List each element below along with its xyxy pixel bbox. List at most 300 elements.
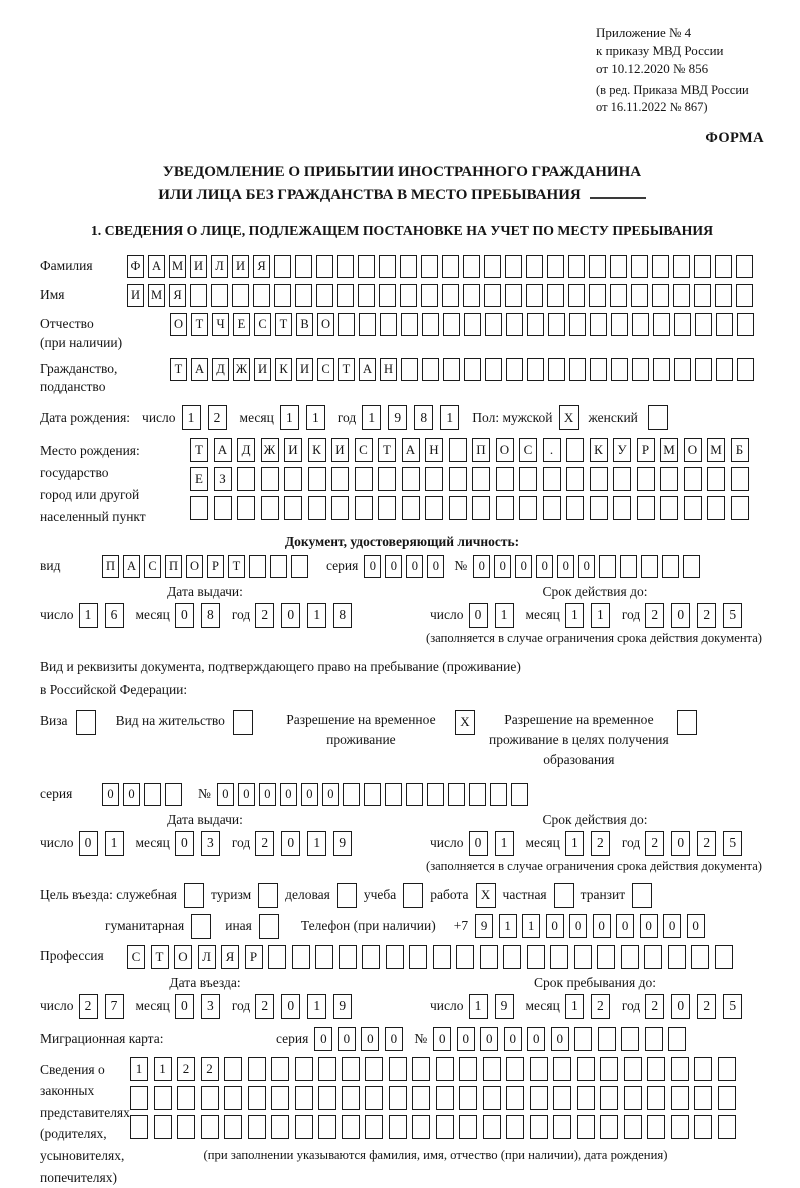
cell: 0 <box>364 555 381 578</box>
cell <box>631 255 648 278</box>
cell <box>318 1057 336 1081</box>
cell: 1 <box>154 1057 172 1081</box>
id-issue-column <box>40 584 430 628</box>
cell: Д <box>237 438 255 462</box>
cell <box>338 313 355 336</box>
cell: С <box>254 313 271 336</box>
birthplace-cells-row3 <box>190 496 754 520</box>
cell <box>421 284 438 307</box>
cell <box>425 496 443 520</box>
cell <box>624 1057 642 1081</box>
purpose-transit-label: транзит <box>580 887 626 903</box>
annex-reference <box>596 24 764 116</box>
cell: 0 <box>551 1027 569 1051</box>
permit-doc-line1: Вид и реквизиты документа, подтверждающего право на пребывание (проживание) <box>40 658 521 674</box>
cell: О <box>684 438 702 462</box>
stay-until-line <box>430 994 764 1019</box>
cell <box>154 1086 172 1110</box>
form-title-line2-wrap <box>40 184 764 207</box>
cell <box>653 313 670 336</box>
month-label: месяц <box>135 607 170 623</box>
stay-until-column <box>430 975 764 1019</box>
citizenship-label-line1: Гражданство, <box>40 360 118 376</box>
cell <box>718 1115 736 1139</box>
cell <box>506 1086 524 1110</box>
citizenship-label <box>40 358 170 396</box>
cell: 3 <box>201 994 220 1019</box>
cell: 0 <box>314 1027 332 1051</box>
cell: 1 <box>307 831 326 856</box>
purpose-work-label: работа <box>430 887 469 903</box>
representatives-cells-row1 <box>130 1057 741 1081</box>
representatives-label-line: законных <box>40 1083 95 1099</box>
representatives-label <box>40 1057 130 1188</box>
cell <box>519 496 537 520</box>
form-word: ФОРМА <box>705 130 764 147</box>
valid-until-heading: Срок действия до: <box>542 583 648 599</box>
cell: . <box>543 438 561 462</box>
stay-day-cells <box>469 994 521 1019</box>
cell <box>568 255 585 278</box>
cell <box>211 284 228 307</box>
birthplace-cells-row2 <box>190 467 754 491</box>
cell: 0 <box>687 914 705 938</box>
cell <box>668 1027 686 1051</box>
cell: Р <box>245 945 263 969</box>
cell <box>448 783 465 806</box>
cell: С <box>144 555 161 578</box>
cell: П <box>165 555 182 578</box>
id-valid-line <box>430 603 764 628</box>
permit-valid-line <box>430 831 764 856</box>
cell <box>459 1086 477 1110</box>
annex-line: Приложение № 4 <box>596 25 692 40</box>
annex-note-line: от 16.11.2022 № 867) <box>596 100 708 115</box>
cell: 0 <box>385 555 402 578</box>
purpose-row <box>40 883 764 908</box>
cell: 0 <box>406 555 423 578</box>
id-doc-dates <box>40 584 764 628</box>
cell: 1 <box>130 1057 148 1081</box>
cell <box>177 1115 195 1139</box>
cell <box>485 358 502 381</box>
cell <box>577 1115 595 1139</box>
cell: 2 <box>591 994 610 1019</box>
cell: 5 <box>723 603 742 628</box>
purpose-tourism-checkbox <box>258 883 278 908</box>
cell <box>718 1057 736 1081</box>
cell: О <box>174 945 192 969</box>
male-checkbox: X <box>559 405 579 430</box>
cell <box>389 1086 407 1110</box>
cell <box>660 467 678 491</box>
cell <box>201 1115 219 1139</box>
cell: 0 <box>480 1027 498 1051</box>
purpose-row-2 <box>105 914 764 939</box>
cell <box>365 1086 383 1110</box>
cell <box>484 255 501 278</box>
cell <box>232 284 249 307</box>
month-label: месяц <box>135 998 170 1014</box>
birthplace-label-line: город или другой <box>40 486 140 502</box>
cell <box>402 467 420 491</box>
purpose-business-checkbox <box>337 883 357 908</box>
id-type-cells <box>102 555 312 578</box>
cell <box>358 255 375 278</box>
cell: И <box>331 438 349 462</box>
given-name-label: Имя <box>40 287 65 303</box>
cell <box>600 1086 618 1110</box>
validity-note: (заполняется в случае ограничения срока действия документа) <box>426 630 762 645</box>
representatives-cells-row2 <box>130 1086 741 1110</box>
cell: М <box>707 438 725 462</box>
cell <box>483 1057 501 1081</box>
cell: 0 <box>385 1027 403 1051</box>
cell: Т <box>378 438 396 462</box>
cell <box>295 1115 313 1139</box>
cell <box>548 313 565 336</box>
birthplace-row <box>40 438 764 527</box>
cell: Ж <box>261 438 279 462</box>
cell <box>386 945 404 969</box>
cell: 0 <box>546 914 564 938</box>
cell <box>165 783 182 806</box>
year-label: год <box>231 607 251 623</box>
permit-issue-year-cells <box>255 831 359 856</box>
month-label: месяц <box>525 835 560 851</box>
cell <box>449 438 467 462</box>
purpose-official-checkbox <box>184 883 204 908</box>
entry-month-cells <box>175 994 227 1019</box>
patronymic-note: (при наличии) <box>40 334 123 350</box>
cell: 2 <box>645 831 664 856</box>
cell <box>660 496 678 520</box>
cell: Т <box>338 358 355 381</box>
cell: 0 <box>175 603 194 628</box>
representatives-label-line: (родителях, <box>40 1126 107 1142</box>
cell <box>379 284 396 307</box>
cell <box>464 358 481 381</box>
purpose-humanitarian-label: гуманитарная <box>105 918 185 934</box>
cell: Е <box>190 467 208 491</box>
cell <box>737 358 754 381</box>
cell: Т <box>275 313 292 336</box>
phone-cells <box>475 914 710 938</box>
cell: 2 <box>697 603 716 628</box>
representatives-label-line: Сведения о <box>40 1061 105 1077</box>
cell <box>620 555 637 578</box>
doc-kind-label: вид <box>40 558 61 574</box>
cell <box>590 467 608 491</box>
cell: Т <box>151 945 169 969</box>
cell <box>253 284 270 307</box>
cell <box>624 1115 642 1139</box>
cell: 0 <box>322 783 339 806</box>
cell <box>694 255 711 278</box>
cell: 1 <box>440 405 459 430</box>
permit-type-row <box>40 710 764 771</box>
annex-line: от 10.12.2020 № 856 <box>596 60 709 76</box>
cell: 9 <box>495 994 514 1019</box>
temp-residence-edu-checkbox <box>677 710 697 735</box>
cell: 0 <box>515 555 532 578</box>
citizenship-label-line2: подданство <box>40 378 106 394</box>
cell <box>331 496 349 520</box>
cell <box>718 1086 736 1110</box>
cell <box>464 313 481 336</box>
cell <box>359 313 376 336</box>
cell: 0 <box>616 914 634 938</box>
cell: 0 <box>569 914 587 938</box>
birth-year-cells <box>362 405 466 430</box>
cell: Н <box>425 438 443 462</box>
cell <box>647 1057 665 1081</box>
cell: Т <box>191 313 208 336</box>
purpose-other-checkbox <box>259 914 279 939</box>
cell <box>130 1115 148 1139</box>
cell: Н <box>380 358 397 381</box>
cell: 1 <box>307 603 326 628</box>
cell: 1 <box>79 603 98 628</box>
cell: Ч <box>212 313 229 336</box>
cell <box>637 467 655 491</box>
cell: А <box>148 255 165 278</box>
cell: О <box>317 313 334 336</box>
cell <box>694 1115 712 1139</box>
year-label: год <box>231 998 251 1014</box>
birthplace-label-line: населенный пункт <box>40 508 146 524</box>
id-valid-day-cells <box>469 603 521 628</box>
cell: 9 <box>333 831 352 856</box>
cell <box>505 284 522 307</box>
birth-date-row <box>40 405 764 430</box>
cell: О <box>496 438 514 462</box>
cell <box>472 496 490 520</box>
cell <box>271 1057 289 1081</box>
cell: И <box>296 358 313 381</box>
representatives-cells-row3 <box>130 1115 741 1139</box>
cell: Ф <box>127 255 144 278</box>
cell <box>611 313 628 336</box>
cell <box>483 1115 501 1139</box>
cell: 0 <box>217 783 234 806</box>
cell <box>490 783 507 806</box>
purpose-other-label: иная <box>225 918 252 934</box>
cell <box>550 945 568 969</box>
cell: И <box>284 438 302 462</box>
cell <box>400 284 417 307</box>
cell <box>271 1115 289 1139</box>
cell: 1 <box>469 994 488 1019</box>
annex-edition-note <box>596 82 764 117</box>
cell <box>248 1086 266 1110</box>
cell <box>274 284 291 307</box>
cell: 0 <box>281 831 300 856</box>
cell <box>318 1086 336 1110</box>
female-checkbox <box>648 405 668 430</box>
cell: И <box>127 284 144 307</box>
cell <box>342 1115 360 1139</box>
citizenship-row <box>40 358 764 396</box>
cell: 2 <box>697 831 716 856</box>
cell <box>652 284 669 307</box>
cell: 2 <box>645 603 664 628</box>
cell: 2 <box>208 405 227 430</box>
cell <box>506 1115 524 1139</box>
temp-residence-label: Разрешение на временное проживание <box>286 711 436 748</box>
cell <box>624 1086 642 1110</box>
cell <box>674 358 691 381</box>
cell <box>691 945 709 969</box>
cell <box>295 284 312 307</box>
id-valid-year-cells <box>645 603 749 628</box>
cell: Л <box>198 945 216 969</box>
cell <box>611 358 628 381</box>
cell <box>400 255 417 278</box>
cell <box>316 255 333 278</box>
permit-issue-line <box>40 831 430 856</box>
cell <box>463 255 480 278</box>
cell: 2 <box>255 831 274 856</box>
cell <box>224 1057 242 1081</box>
cell <box>284 496 302 520</box>
cell <box>647 1115 665 1139</box>
patronymic-label-line: Отчество <box>40 316 94 332</box>
cell <box>401 358 418 381</box>
cell: 1 <box>495 831 514 856</box>
cell <box>553 1057 571 1081</box>
cell <box>459 1057 477 1081</box>
id-issue-line <box>40 603 430 628</box>
cell <box>358 284 375 307</box>
permit-dates <box>40 812 764 856</box>
cell <box>339 945 357 969</box>
cell <box>637 496 655 520</box>
year-label: год <box>621 998 641 1014</box>
sex-male-label: Пол: мужской <box>472 409 553 425</box>
cell <box>526 284 543 307</box>
birthplace-cells-block <box>190 438 754 525</box>
cell: Д <box>212 358 229 381</box>
migration-card-row <box>40 1027 764 1051</box>
cell: О <box>186 555 203 578</box>
cell <box>566 467 584 491</box>
cell <box>527 358 544 381</box>
cell: К <box>590 438 608 462</box>
cell: К <box>275 358 292 381</box>
cell <box>443 358 460 381</box>
purpose-humanitarian-checkbox <box>191 914 211 939</box>
mig-number-sign: № <box>414 1030 428 1046</box>
permit-valid-year-cells <box>645 831 749 856</box>
given-name-cells <box>127 284 757 307</box>
cell: 0 <box>578 555 595 578</box>
form-title-line1: УВЕДОМЛЕНИЕ О ПРИБЫТИИ ИНОСТРАННОГО ГРАЖДАНИНА <box>162 164 642 181</box>
cell <box>577 1057 595 1081</box>
cell: Я <box>169 284 186 307</box>
stay-year-cells <box>645 994 749 1019</box>
entry-date-line <box>40 994 430 1019</box>
cell <box>674 313 691 336</box>
permit-valid-month-cells <box>565 831 617 856</box>
issue-date-heading: Дата выдачи: <box>167 583 243 599</box>
cell <box>469 783 486 806</box>
profession-cells <box>127 945 738 969</box>
cell: 0 <box>536 555 553 578</box>
cell <box>600 1057 618 1081</box>
cell <box>590 313 607 336</box>
cell: С <box>317 358 334 381</box>
id-issue-day-cells <box>79 603 131 628</box>
cell <box>694 284 711 307</box>
birth-day-cells <box>182 405 234 430</box>
cell: У <box>613 438 631 462</box>
cell <box>331 467 349 491</box>
cell <box>409 945 427 969</box>
cell: Р <box>637 438 655 462</box>
cell <box>590 496 608 520</box>
cell: 9 <box>388 405 407 430</box>
cell <box>412 1115 430 1139</box>
cell: 1 <box>495 603 514 628</box>
cell: 1 <box>591 603 610 628</box>
cell <box>543 467 561 491</box>
cell <box>503 945 521 969</box>
cell: 9 <box>475 914 493 938</box>
cell <box>355 467 373 491</box>
cell <box>318 1115 336 1139</box>
surname-cells <box>127 255 757 278</box>
cell <box>543 496 561 520</box>
year-label: год <box>337 409 357 425</box>
cell: А <box>214 438 232 462</box>
given-name-row <box>40 284 764 307</box>
cell <box>343 783 360 806</box>
cell <box>610 255 627 278</box>
cell <box>337 284 354 307</box>
cell: М <box>148 284 165 307</box>
cell <box>459 1115 477 1139</box>
cell <box>684 496 702 520</box>
cell: 2 <box>697 994 716 1019</box>
citizenship-cells <box>170 358 758 381</box>
cell: 0 <box>527 1027 545 1051</box>
birthplace-label-line: Место рождения: <box>40 443 140 459</box>
cell <box>632 358 649 381</box>
cell: 9 <box>333 994 352 1019</box>
cell <box>237 496 255 520</box>
cell <box>621 1027 639 1051</box>
cell <box>190 284 207 307</box>
cell <box>566 438 584 462</box>
cell: И <box>232 255 249 278</box>
cell <box>261 496 279 520</box>
cell: А <box>359 358 376 381</box>
cell: 1 <box>565 994 584 1019</box>
cell <box>248 1115 266 1139</box>
id-number-cells <box>473 555 704 578</box>
cell <box>337 255 354 278</box>
representatives-row <box>40 1057 764 1188</box>
id-doc-row <box>40 555 764 578</box>
cell <box>527 945 545 969</box>
cell: М <box>169 255 186 278</box>
year-label: год <box>621 607 641 623</box>
cell: С <box>127 945 145 969</box>
cell <box>597 945 615 969</box>
cell <box>422 313 439 336</box>
cell <box>480 945 498 969</box>
